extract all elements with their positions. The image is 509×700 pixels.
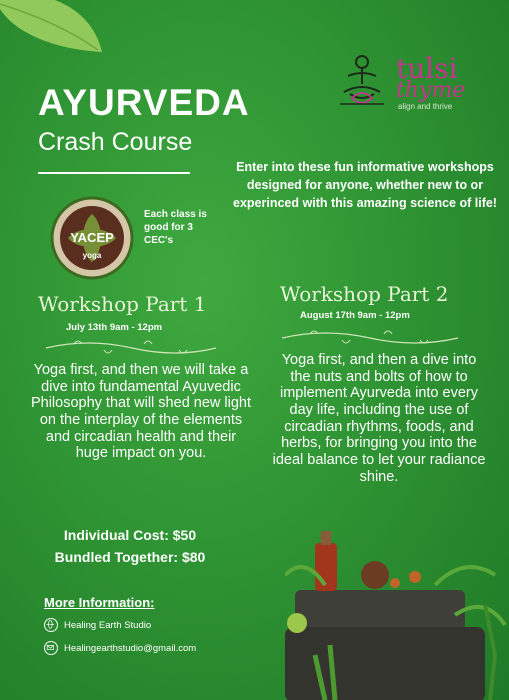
page-title: AYURVEDA (38, 82, 250, 123)
meditation-lotus-icon (332, 52, 392, 110)
email-icon (44, 641, 58, 655)
cec-note: Each class is good for 3 CEC's (144, 209, 207, 246)
intro-text: Enter into these fun informative workshops designed for anyone, whether new to or experinced with this amazing science of life! (233, 160, 497, 211)
brand-tagline: align and thrive (398, 102, 453, 111)
globe-icon (44, 618, 58, 632)
title-divider (38, 172, 190, 174)
more-info-heading: More Information: (44, 595, 155, 610)
workshop-1-description: Yoga first, and then we will take a dive into fundamental Ayuvedic Philosophy that will shed new light on the interplay of the elements and circadian health and their huge impact on you. (30, 362, 252, 462)
vine-divider (44, 336, 219, 358)
workshop-1-title: Workshop Part 1 (38, 292, 207, 316)
email-address: Healingearthstudio@gmail.com (64, 642, 197, 654)
badge-bottom-text: yoga (82, 251, 102, 260)
workshop-2-date: August 17th 9am - 12pm (300, 310, 410, 321)
yacep-badge (50, 196, 134, 280)
workshop-2-title: Workshop Part 2 (280, 282, 449, 306)
herbs-and-stones-illustration (285, 515, 509, 700)
leaf-decoration (0, 0, 110, 60)
brand-name-sub: thyme (396, 78, 466, 103)
bundled-cost: Bundled Together: $80 (54, 549, 206, 565)
brand-name: tulsi (396, 52, 458, 85)
individual-cost: Individual Cost: $50 (63, 527, 197, 543)
workshop-1-date: July 13th 9am - 12pm (66, 322, 163, 333)
email-contact[interactable] (44, 641, 196, 655)
workshop-2-description: Yoga first, and then a dive into the nuts and bolts of how to implement Ayurveda into every day life, including the use of circadian rhythms, foods, and herbs, for bringing you into the ideal balance to let your radiance shine. (272, 352, 486, 485)
page-subtitle: Crash Course (38, 128, 193, 156)
vine-divider (280, 326, 460, 348)
studio-contact (44, 618, 151, 632)
studio-name: Healing Earth Studio (64, 619, 152, 631)
badge-top-text: YACEP (70, 230, 114, 245)
